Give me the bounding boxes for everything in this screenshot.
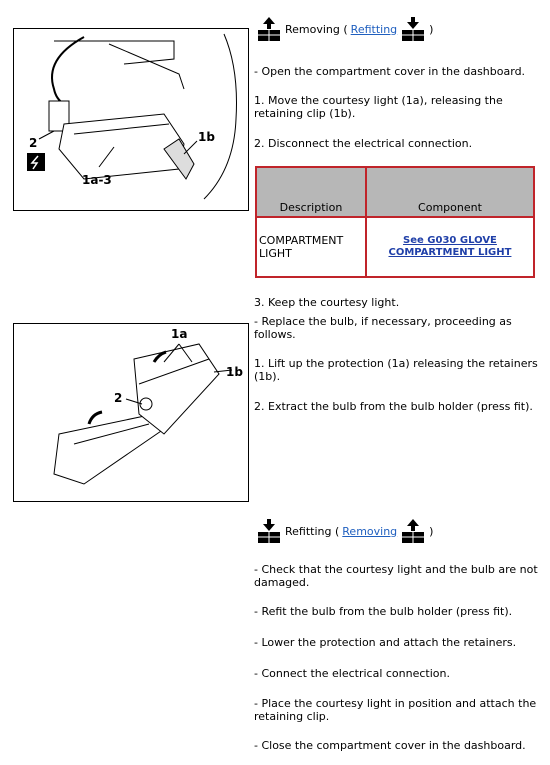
bulb-holder-illustration: [14, 324, 248, 501]
step-close-cover: - Close the compartment cover in the dashboard.: [254, 739, 526, 752]
fig1-label-1a-3: 1a-3: [82, 173, 112, 187]
step-open-cover: - Open the compartment cover in the dashboard.: [254, 65, 526, 78]
fig2-label-2: 2: [114, 391, 123, 405]
table-cell-description: COMPARTMENT LIGHT: [256, 217, 366, 277]
step-connect: - Connect the electrical connection.: [254, 667, 450, 680]
step-place-light: - Place the courtesy light in position and attach the retaining clip.: [254, 697, 537, 723]
table-header-description: Description: [256, 167, 366, 217]
step-extract-bulb: 2. Extract the bulb from the bulb holder (press fit).: [254, 400, 533, 413]
refitting-down-arrow-icon: [400, 16, 426, 42]
step-keep-courtesy-light: 3. Keep the courtesy light.: [254, 296, 400, 309]
removing-header-close: ): [429, 22, 434, 36]
table-row: [256, 217, 534, 277]
step-refit-bulb: - Refit the bulb from the bulb holder (press fit).: [254, 605, 513, 618]
refitting-header: [256, 518, 433, 544]
refitting-link[interactable]: Refitting: [350, 22, 398, 36]
step-check-damage: - Check that the courtesy light and the bulb are not damaged.: [254, 563, 538, 589]
glove-compartment-light-link[interactable]: See G030 GLOVE COMPARTMENT LIGHT: [388, 235, 512, 258]
step-replace-bulb: - Replace the bulb, if necessary, proceeding as follows.: [254, 315, 512, 341]
removing-link[interactable]: Removing: [342, 524, 398, 538]
fig1-label-1b: 1b: [198, 130, 215, 144]
fig2-label-1b: 1b: [226, 365, 243, 379]
step-disconnect: 2. Disconnect the electrical connection.: [254, 137, 473, 150]
removing-title: Removing (: [285, 22, 348, 36]
removing-up-arrow-icon: [256, 16, 282, 42]
step-move-courtesy-light: 1. Move the courtesy light (1a), releasing the retaining clip (1b).: [254, 94, 503, 120]
courtesy-light-illustration: [14, 29, 248, 210]
step-lift-protection: 1. Lift up the protection (1a) releasing the retainers (1b).: [254, 357, 538, 383]
removing-header: [256, 16, 433, 42]
refitting-header-close: ): [429, 524, 434, 538]
step-lower-protection: - Lower the protection and attach the retainers.: [254, 636, 517, 649]
figure-bulb-replacement: [13, 323, 249, 502]
fig1-label-2: 2: [29, 136, 38, 150]
table-header-component: Component: [366, 167, 534, 217]
refitting-down-arrow-icon-2: [256, 518, 282, 544]
fig2-label-1a: 1a: [171, 327, 188, 341]
component-table: [255, 166, 535, 278]
removing-up-arrow-icon-2: [400, 518, 426, 544]
refitting-title: Refitting (: [285, 524, 340, 538]
figure-courtesy-light-removal: [13, 28, 249, 211]
